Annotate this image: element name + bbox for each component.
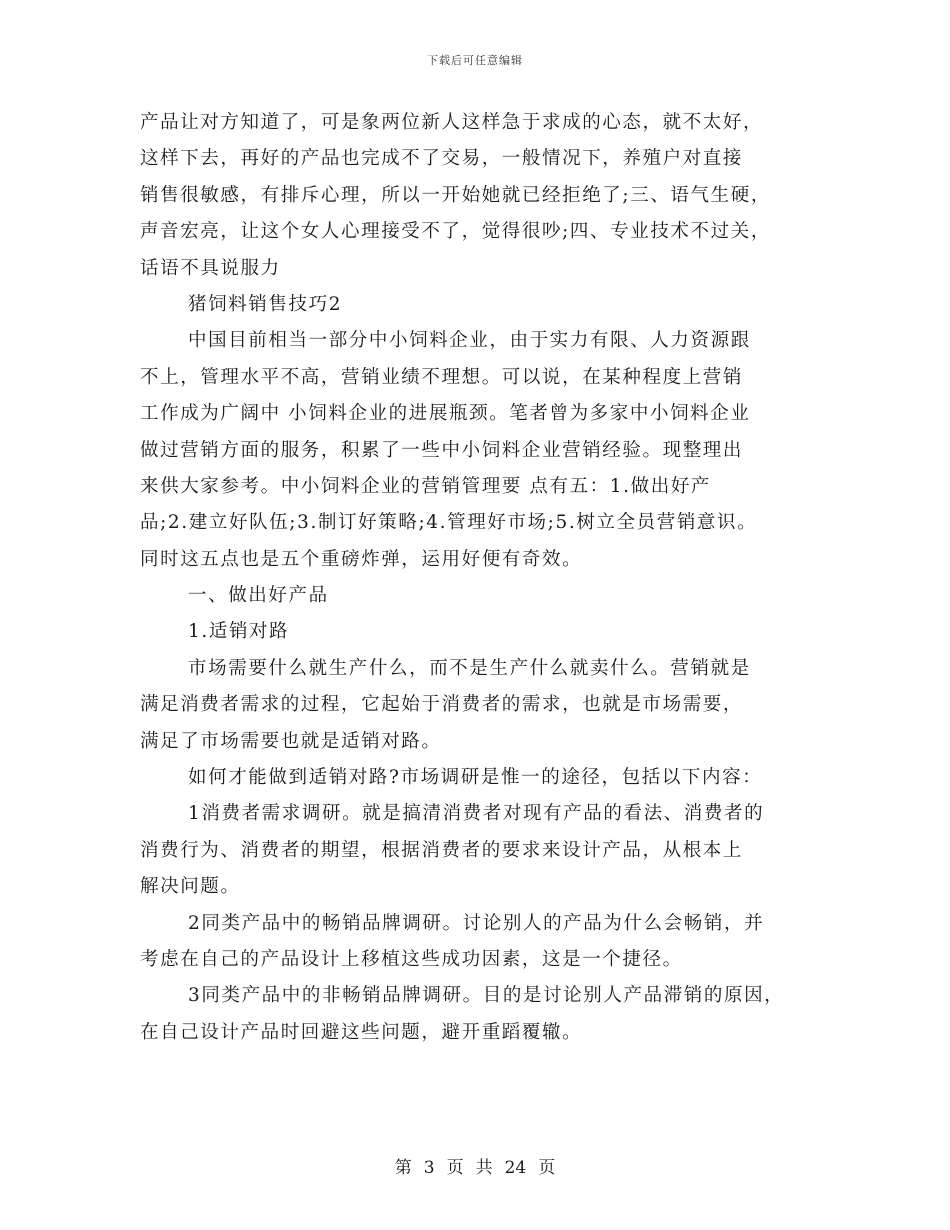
text-line: 品;2.建立好队伍;3.制订好策略;4.管理好市场;5.树立全员营销意识。 [140, 512, 758, 534]
text-line: 市场需要什么就生产什么，而不是生产什么就卖什么。营销就是 [188, 657, 751, 679]
footer-total-label: 共 [475, 1158, 493, 1178]
page-footer [0, 1153, 950, 1178]
footer-page-word: 页 [446, 1158, 464, 1178]
text-line: 一、做出好产品 [188, 585, 329, 607]
text-line: 同时这五点也是五个重磅炸弹，运用好便有奇效。 [140, 548, 583, 570]
text-line: 猪饲料销售技巧2 [188, 293, 343, 315]
page-header-note: 下载后可任意编辑 [427, 54, 523, 67]
text-line: 2同类产品中的畅销品牌调研。讨论别人的产品为什么会畅销，并 [188, 912, 765, 934]
text-line: 中国目前相当一部分中小饲料企业，由于实力有限、人力资源跟 [188, 330, 751, 352]
footer-total-pages: 24 [504, 1158, 527, 1178]
footer-prefix: 第 [394, 1158, 412, 1178]
text-line: 销售很敏感，有排斥心理，所以一开始她就已经拒绝了;三、语气生硬， [140, 184, 771, 206]
text-line: 满足消费者需求的过程，它起始于消费者的需求，也就是市场需要， [140, 694, 744, 716]
text-line: 1消费者需求调研。就是搞清消费者对现有产品的看法、消费者的 [188, 803, 765, 825]
text-line: 工作成为广阔中 小饲料企业的进展瓶颈。笔者曾为多家中小饲料企业 [140, 403, 751, 425]
text-line: 解决问题。 [140, 876, 241, 898]
text-line: 声音宏亮，让这个女人心理接受不了，觉得很吵;四、专业技术不过关， [140, 221, 771, 243]
text-line: 做过营销方面的服务，积累了一些中小饲料企业营销经验。现整理出 [140, 439, 744, 461]
text-line: 3同类产品中的非畅销品牌调研。目的是讨论别人产品滞销的原因， [188, 985, 785, 1007]
footer-suffix: 页 [538, 1158, 556, 1178]
text-line: 如何才能做到适销对路?市场调研是惟一的途径，包括以下内容： [188, 767, 763, 789]
text-line: 话语不具说服力 [140, 257, 281, 279]
text-line: 在自己设计产品时回避这些问题，避开重蹈覆辙。 [140, 1021, 583, 1043]
text-line: 消费行为、消费者的期望，根据消费者的要求来设计产品，从根本上 [140, 839, 744, 861]
footer-page-number: 3 [423, 1158, 435, 1178]
text-line: 考虑在自己的产品设计上移植这些成功因素，这是一个捷径。 [140, 948, 683, 970]
text-line: 这样下去，再好的产品也完成不了交易，一般情况下，养殖户对直接 [140, 148, 744, 170]
text-line: 来供大家参考。中小饲料企业的营销管理要 点有五：1.做出好产 [140, 475, 712, 497]
text-line: 产品让对方知道了，可是象两位新人这样急于求成的心态，就不太好， [140, 112, 764, 133]
document-body [140, 105, 820, 1051]
text-line: 1.适销对路 [188, 621, 290, 643]
text-line: 满足了市场需要也就是适销对路。 [140, 730, 442, 752]
text-line: 不上，管理水平不高，营销业绩不理想。可以说，在某种程度上营销 [140, 366, 744, 388]
